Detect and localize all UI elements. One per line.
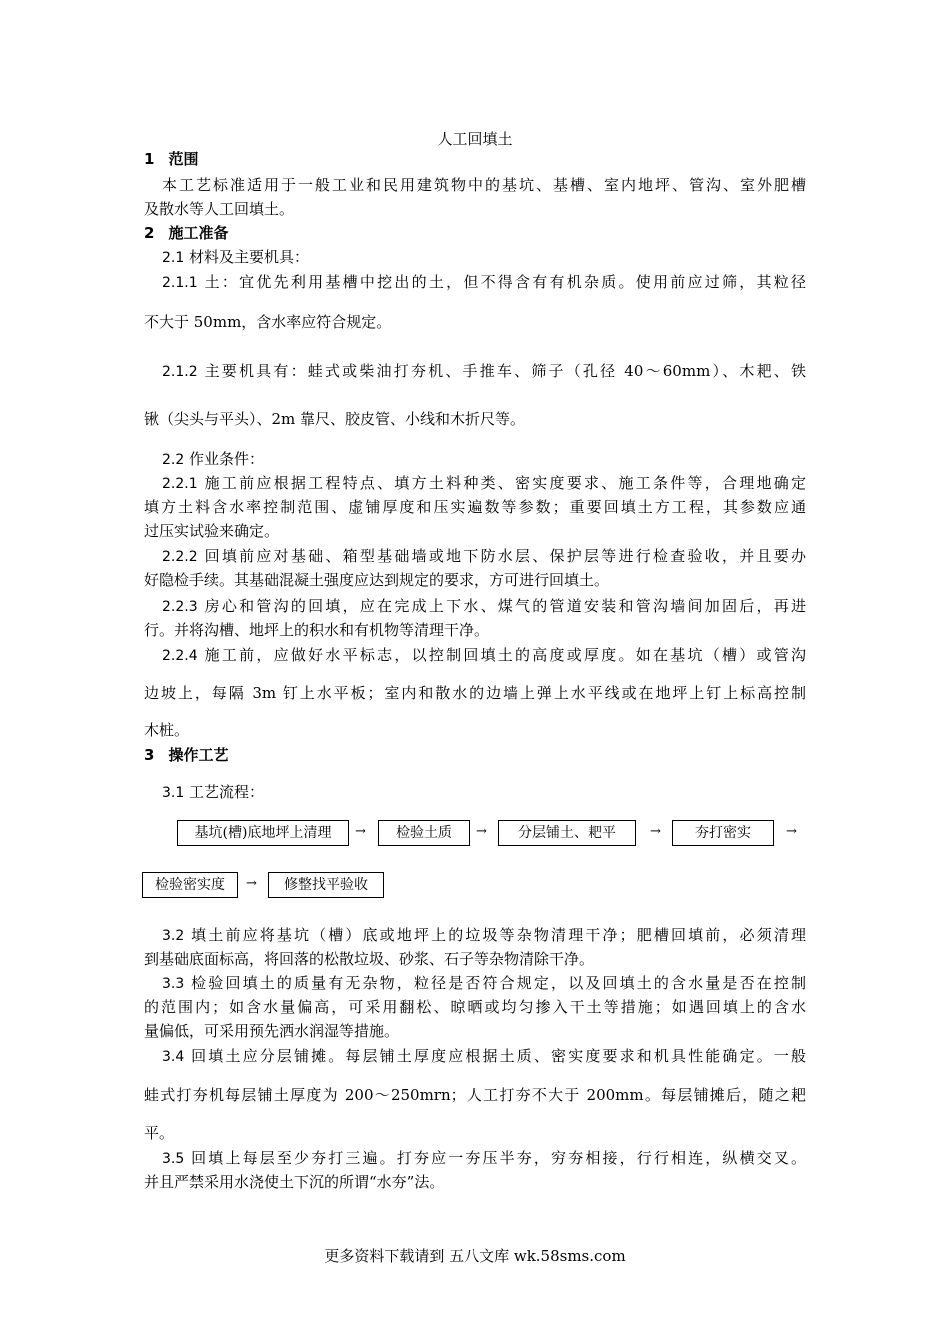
section-title: 范围 xyxy=(168,150,199,168)
paragraph-line: 填方土料含水率控制范围、虚铺厚度和压实遍数等参数；重要回填土方工程，其参数应通 xyxy=(144,498,806,516)
clause-2-2-1 xyxy=(162,472,806,496)
flow-arrow: → xyxy=(476,824,487,839)
clause-number: 2.1 xyxy=(162,250,185,266)
paragraph-line: 本工艺标准适用于一般工业和民用建筑物中的基坑、基槽、室内地坪、管沟、室外肥槽 xyxy=(162,176,806,194)
paragraph-line: 蛙式打夯机每层铺土厚度为 200～250mrn；人工打夯不大于 200mm。每层铺摊后，随之耙 xyxy=(144,1086,806,1104)
clause-number: 3.1 xyxy=(162,785,185,801)
paragraph-line: 平。 xyxy=(144,1124,175,1142)
clause-number: 3.2 xyxy=(162,928,185,944)
clause-number: 2.2.2 xyxy=(162,549,198,565)
subsection-2-1 xyxy=(162,246,824,270)
clause-text: 土：宜优先利用基槽中挖出的土，但不得含有有机杂质。使用前应过筛，其粒径 xyxy=(204,273,806,291)
clause-text: 回填土应分层铺摊。每层铺土厚度应根据土质、密实度要求和机具性能确定。一般 xyxy=(191,1047,806,1065)
clause-number: 2.2.1 xyxy=(162,476,198,492)
clause-number: 2.1.1 xyxy=(162,275,198,291)
flow-arrow: → xyxy=(650,824,661,839)
flow-step-check-soil: 检验土质 xyxy=(378,820,470,846)
clause-text: 填土前应将基坑（槽）底或地坪上的垃圾等杂物清理干净；肥槽回填前，必须清理 xyxy=(191,926,806,944)
clause-number: 2.1.2 xyxy=(162,364,198,380)
paragraph-line: 不大于 50mm，含水率应符合规定。 xyxy=(144,313,392,331)
section-1-heading xyxy=(144,148,806,171)
clause-2-1-2 xyxy=(162,360,806,384)
clause-3-4 xyxy=(162,1045,806,1069)
section-title: 操作工艺 xyxy=(168,746,229,764)
clause-text: 回填上每层至少夯打三遍。打夯应一夯压半夯，穷夯相接，行行相连，纵横交叉。 xyxy=(191,1149,806,1167)
section-3-heading xyxy=(144,744,806,767)
flow-arrow: → xyxy=(786,824,797,839)
clause-number: 2.2.3 xyxy=(162,599,198,615)
paragraph-line: 量偏低，可采用预先洒水润湿等措施。 xyxy=(144,1022,400,1040)
clause-text: 房心和管沟的回填，应在完成上下水、煤气的管道安装和管沟墙间加固后，再进 xyxy=(204,597,806,615)
clause-number: 2.2.4 xyxy=(162,648,198,664)
clause-2-2-4 xyxy=(162,644,806,668)
clause-text: 作业条件： xyxy=(189,450,265,468)
flow-step-tamp: 夯打密实 xyxy=(672,820,774,846)
clause-number: 3.4 xyxy=(162,1049,185,1065)
clause-number: 3.3 xyxy=(162,976,185,992)
paragraph-line: 木桩。 xyxy=(144,721,190,739)
paragraph-line: 到基础底面标高，将回落的松散垃圾、砂浆、石子等杂物清除干净。 xyxy=(144,950,595,968)
clause-text: 施工前，应做好水平标志，以控制回填土的高度或厚度。如在基坑（槽）或管沟 xyxy=(204,646,806,664)
clause-number: 3.5 xyxy=(162,1151,185,1167)
flow-arrow: → xyxy=(355,824,366,839)
paragraph-line: 边坡上，每隔 3m 钉上水平板；室内和散水的边墙上弹上水平线或在地坪上钉上标高控制 xyxy=(144,684,806,702)
clause-text: 工艺流程： xyxy=(189,783,265,801)
subsection-3-1 xyxy=(162,781,824,805)
paragraph-line: 锹（尖头与平头）、2m 靠尺、胶皮管、小线和木折尺等。 xyxy=(144,410,526,428)
paragraph-line: 及散水等人工回填土。 xyxy=(144,200,295,218)
footer-watermark: 更多资料下载请到 五八文库 wk.58sms.com xyxy=(324,1247,626,1265)
clause-3-2 xyxy=(162,924,806,948)
section-2-heading xyxy=(144,222,806,245)
clause-text: 检验回填土的质量有无杂物，粒径是否符合规定，以及回填土的含水量是否在控制 xyxy=(191,974,806,992)
clause-text: 施工前应根据工程特点、填方土料种类、密实度要求、施工条件等，合理地确定 xyxy=(204,474,806,492)
clause-3-5 xyxy=(162,1147,806,1171)
section-number: 2 xyxy=(144,224,155,242)
section-number: 3 xyxy=(144,746,155,764)
paragraph-line: 好隐检手续。其基础混凝土强度应达到规定的要求，方可进行回填土。 xyxy=(144,571,610,589)
subsection-2-2 xyxy=(162,448,824,472)
clause-text: 材料及主要机具： xyxy=(189,248,310,266)
flow-step-check-density: 检验密实度 xyxy=(142,872,238,898)
clause-2-2-3 xyxy=(162,595,806,619)
paragraph-line: 的范围内；如含水量偏高，可采用翻松、晾晒或均匀掺入干土等措施；如遇回填上的含水 xyxy=(144,998,806,1016)
document-title: 人工回填土 xyxy=(437,130,513,148)
clause-text: 主要机具有：蛙式或柴油打夯机、手推车、筛子（孔径 40～60mm）、木耙、铁 xyxy=(204,362,806,380)
clause-2-2-2 xyxy=(162,545,806,569)
clause-text: 回填前应对基础、箱型基础墙或地下防水层、保护层等进行检查验收，并且要办 xyxy=(204,547,806,565)
flow-arrow: → xyxy=(246,876,257,891)
clause-3-3 xyxy=(162,972,806,996)
clause-2-1-1 xyxy=(162,271,806,295)
paragraph-line: 行。并将沟槽、地坪上的积水和有机物等清理干净。 xyxy=(144,621,490,639)
section-number: 1 xyxy=(144,150,155,168)
flow-step-clean-base: 基坑(槽)底地坪上清理 xyxy=(177,820,349,846)
flow-step-layer-spread: 分层铺土、耙平 xyxy=(498,820,636,846)
section-title: 施工准备 xyxy=(168,224,229,242)
flow-step-level-accept: 修整找平验收 xyxy=(268,872,384,898)
paragraph-line: 过压实试验来确定。 xyxy=(144,522,280,540)
clause-number: 2.2 xyxy=(162,452,185,468)
paragraph-line: 并且严禁采用水浇使土下沉的所谓“水夯”法。 xyxy=(144,1173,445,1191)
